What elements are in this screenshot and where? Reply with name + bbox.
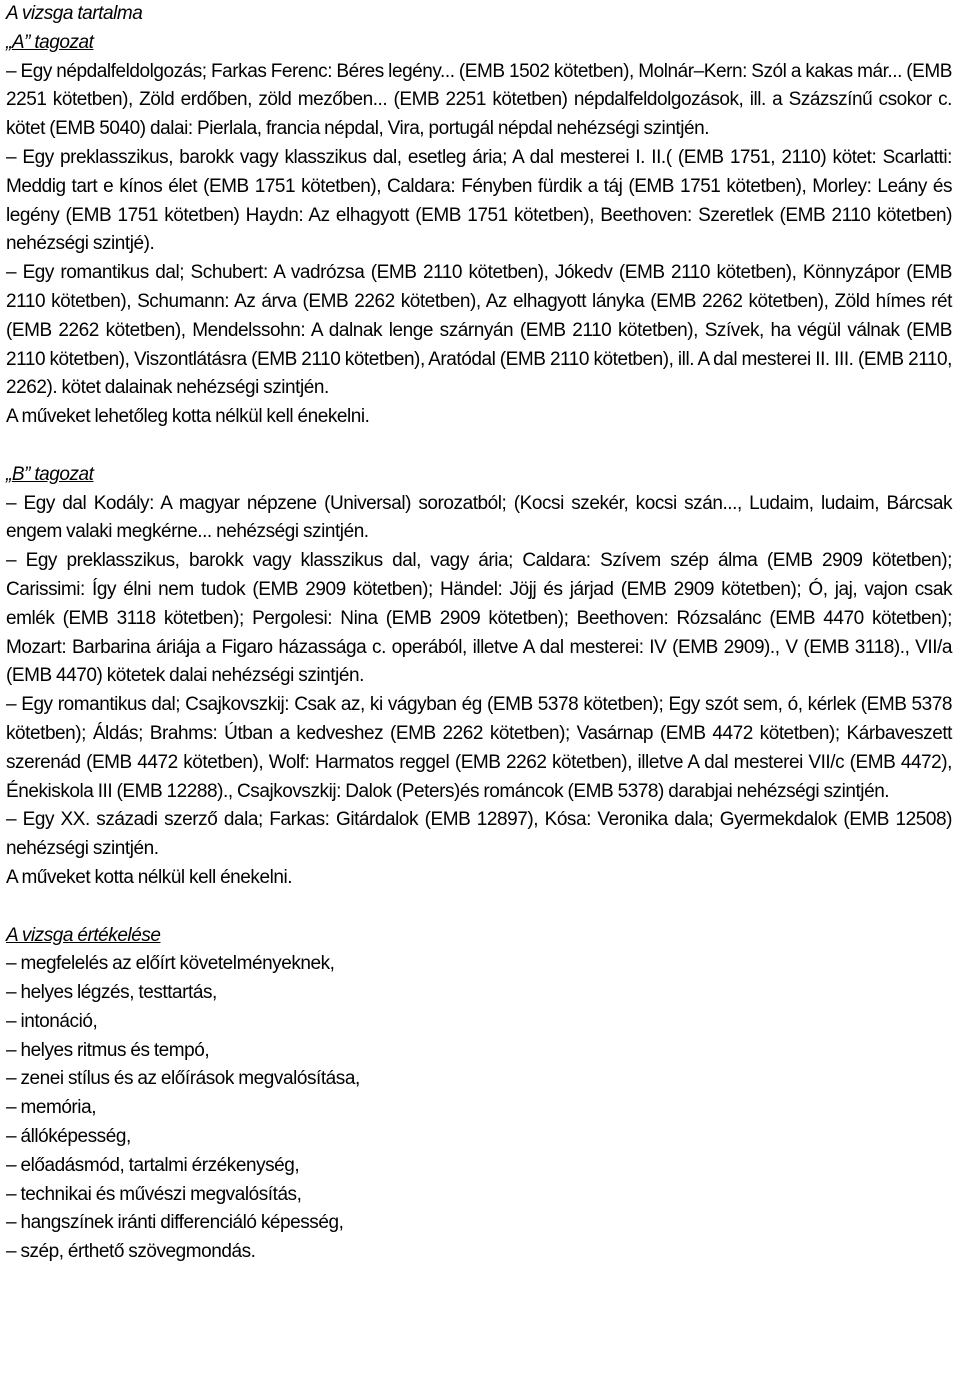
- section-b-subheading-quote: „: [6, 463, 12, 485]
- section-b-subheading-text: B” tagozat: [11, 463, 94, 485]
- section-b-item-baroque: – Egy preklasszikus, barokk vagy klasszikus dal, vagy ária; Caldara: Szívem szép álma (EMB 2909 kötetben); Carissimi: Így élni nem tudok (EMB 2909 kötetben); Händel: Jöjj és járjad (EMB 2909 kötetben); Ó, jaj, vajon csak emlék (EMB 3118 kötetben); Pergolesi: Nina (EMB 2909 kötetben); Beethoven: Rózsalánc (EMB 4470 kötetben); Mozart: Barbarina áriája a Figaro házassága c. operából, illetve A dal mesterei: IV (EMB 2909)., V (EMB 3118)., VII/a (EMB 4470) kötetek dalai nehézségi szintjén.: [6, 550, 952, 687]
- list-item: – szép, érthető szövegmondás.: [6, 1241, 256, 1263]
- list-item: – megfelelés az előírt követelményeknek,: [6, 953, 335, 975]
- evaluation-criteria-list: [6, 950, 952, 1267]
- evaluation-heading-text: A vizsga értékelése: [6, 924, 161, 946]
- section-b-item-romantic: – Egy romantikus dal; Csajkovszkij: Csak az, ki vágyban ég (EMB 5378 kötetben); Egy szót sem, ó, kérlek (EMB 5378 kötetben); Áldás; Brahms: Útban a kedveshez (EMB 2262 kötetben); Vasárnap (EMB 4472 kötetben); Kárbaveszett szerenád (EMB 4472 kötetben), Wolf: Harmatos reggel (EMB 2262 kötetben), illetve A dal mesterei VII/c (EMB 4472), Énekiskola III (EMB 12288)., Csajkovszkij: Dalok (Peters)és románcok (EMB 5378) darabjai nehézségi szintjén.: [6, 694, 952, 802]
- spacer: [6, 893, 952, 922]
- list-item: – hangszínek iránti differenciáló képesség,: [6, 1212, 344, 1234]
- list-item: – helyes légzés, testtartás,: [6, 982, 217, 1004]
- list-item: – zenei stílus és az előírások megvalósítása,: [6, 1068, 360, 1090]
- spacer: [6, 432, 952, 461]
- section-b-note: A műveket kotta nélkül kell énekelni.: [6, 866, 293, 888]
- list-item: – intonáció,: [6, 1010, 98, 1032]
- section-a-item-baroque: – Egy preklasszikus, barokk vagy klasszikus dal, esetleg ária; A dal mesterei I. II.( (EMB 1751, 2110) kötet: Scarlatti: Meddig tart e kínos élet (EMB 1751 kötetben), Caldara: Fényben fürdik a táj (EMB 1751 kötetben), Morley: Leány és legény (EMB 1751 kötetben) Haydn: Az elhagyott (EMB 1751 kötetben), Beethoven: Szeretlek (EMB 2110 kötetben) nehézségi szintjé).: [6, 146, 952, 255]
- list-item: – helyes ritmus és tempó,: [6, 1039, 210, 1061]
- section-a-note: A műveket lehetőleg kotta nélkül kell énekelni.: [6, 406, 370, 428]
- list-item: – előadásmód, tartalmi érzékenység,: [6, 1154, 300, 1176]
- list-item: – állóképesség,: [6, 1126, 131, 1148]
- section-a-item-folk: – Egy népdalfeldolgozás; Farkas Ferenc: Béres legény... (EMB 1502 kötetben), Molnár–Kern: Szól a kakas már... (EMB 2251 kötetben), Zöld erdőben, zöld mezőben... (EMB 2251 kötetben) népdalfeldolgozások, ill. a Százszínű csokor c. kötet (EMB 5040) dalai: Pierlala, francia népdal, Vira, portugál népdal nehézségi szintjén.: [6, 60, 952, 140]
- section-a-subheading-quote: „: [6, 31, 12, 53]
- evaluation-heading: [6, 922, 952, 951]
- section-a-item-romantic: – Egy romantikus dal; Schubert: A vadrózsa (EMB 2110 kötetben), Jókedv (EMB 2110 kötetben), Könnyzápor (EMB 2110 kötetben), Schumann: Az árva (EMB 2262 kötetben), Az elhagyott lányka (EMB 2262 kötetben), Zöld hímes rét (EMB 2262 kötetben), Mendelssohn: A dalnak lenge szárnyán (EMB 2110 kötetben), Szívek, ha végül válnak (EMB 2110 kötetben), Viszontlátásra (EMB 2110 kötetben), Aratódal (EMB 2110 kötetben), ill. A dal mesterei II. III. (EMB 2110, 2262). kötet dalainak nehézségi szintjén.: [6, 262, 952, 399]
- section-b-item-kodaly: – Egy dal Kodály: A magyar népzene (Universal) sorozatból; (Kocsi szekér, kocsi szán..., Ludaim, ludaim, Bárcsak engem valaki megkérne... nehézségi szintjén.: [6, 492, 952, 543]
- section-b-item-20th-century: – Egy XX. századi szerző dala; Farkas: Gitárdalok (EMB 12897), Kósa: Veronika dala; Gyermekdalok (EMB 12508) nehézségi szintjén.: [6, 809, 952, 860]
- section-b-subheading: [6, 461, 952, 490]
- list-item: – technikai és művészi megvalósítás,: [6, 1183, 302, 1205]
- section-a-subheading: [6, 29, 952, 58]
- list-item: – memória,: [6, 1097, 97, 1119]
- section-a-heading: A vizsga tartalma: [6, 3, 143, 24]
- section-a-subheading-text: A” tagozat: [11, 31, 94, 53]
